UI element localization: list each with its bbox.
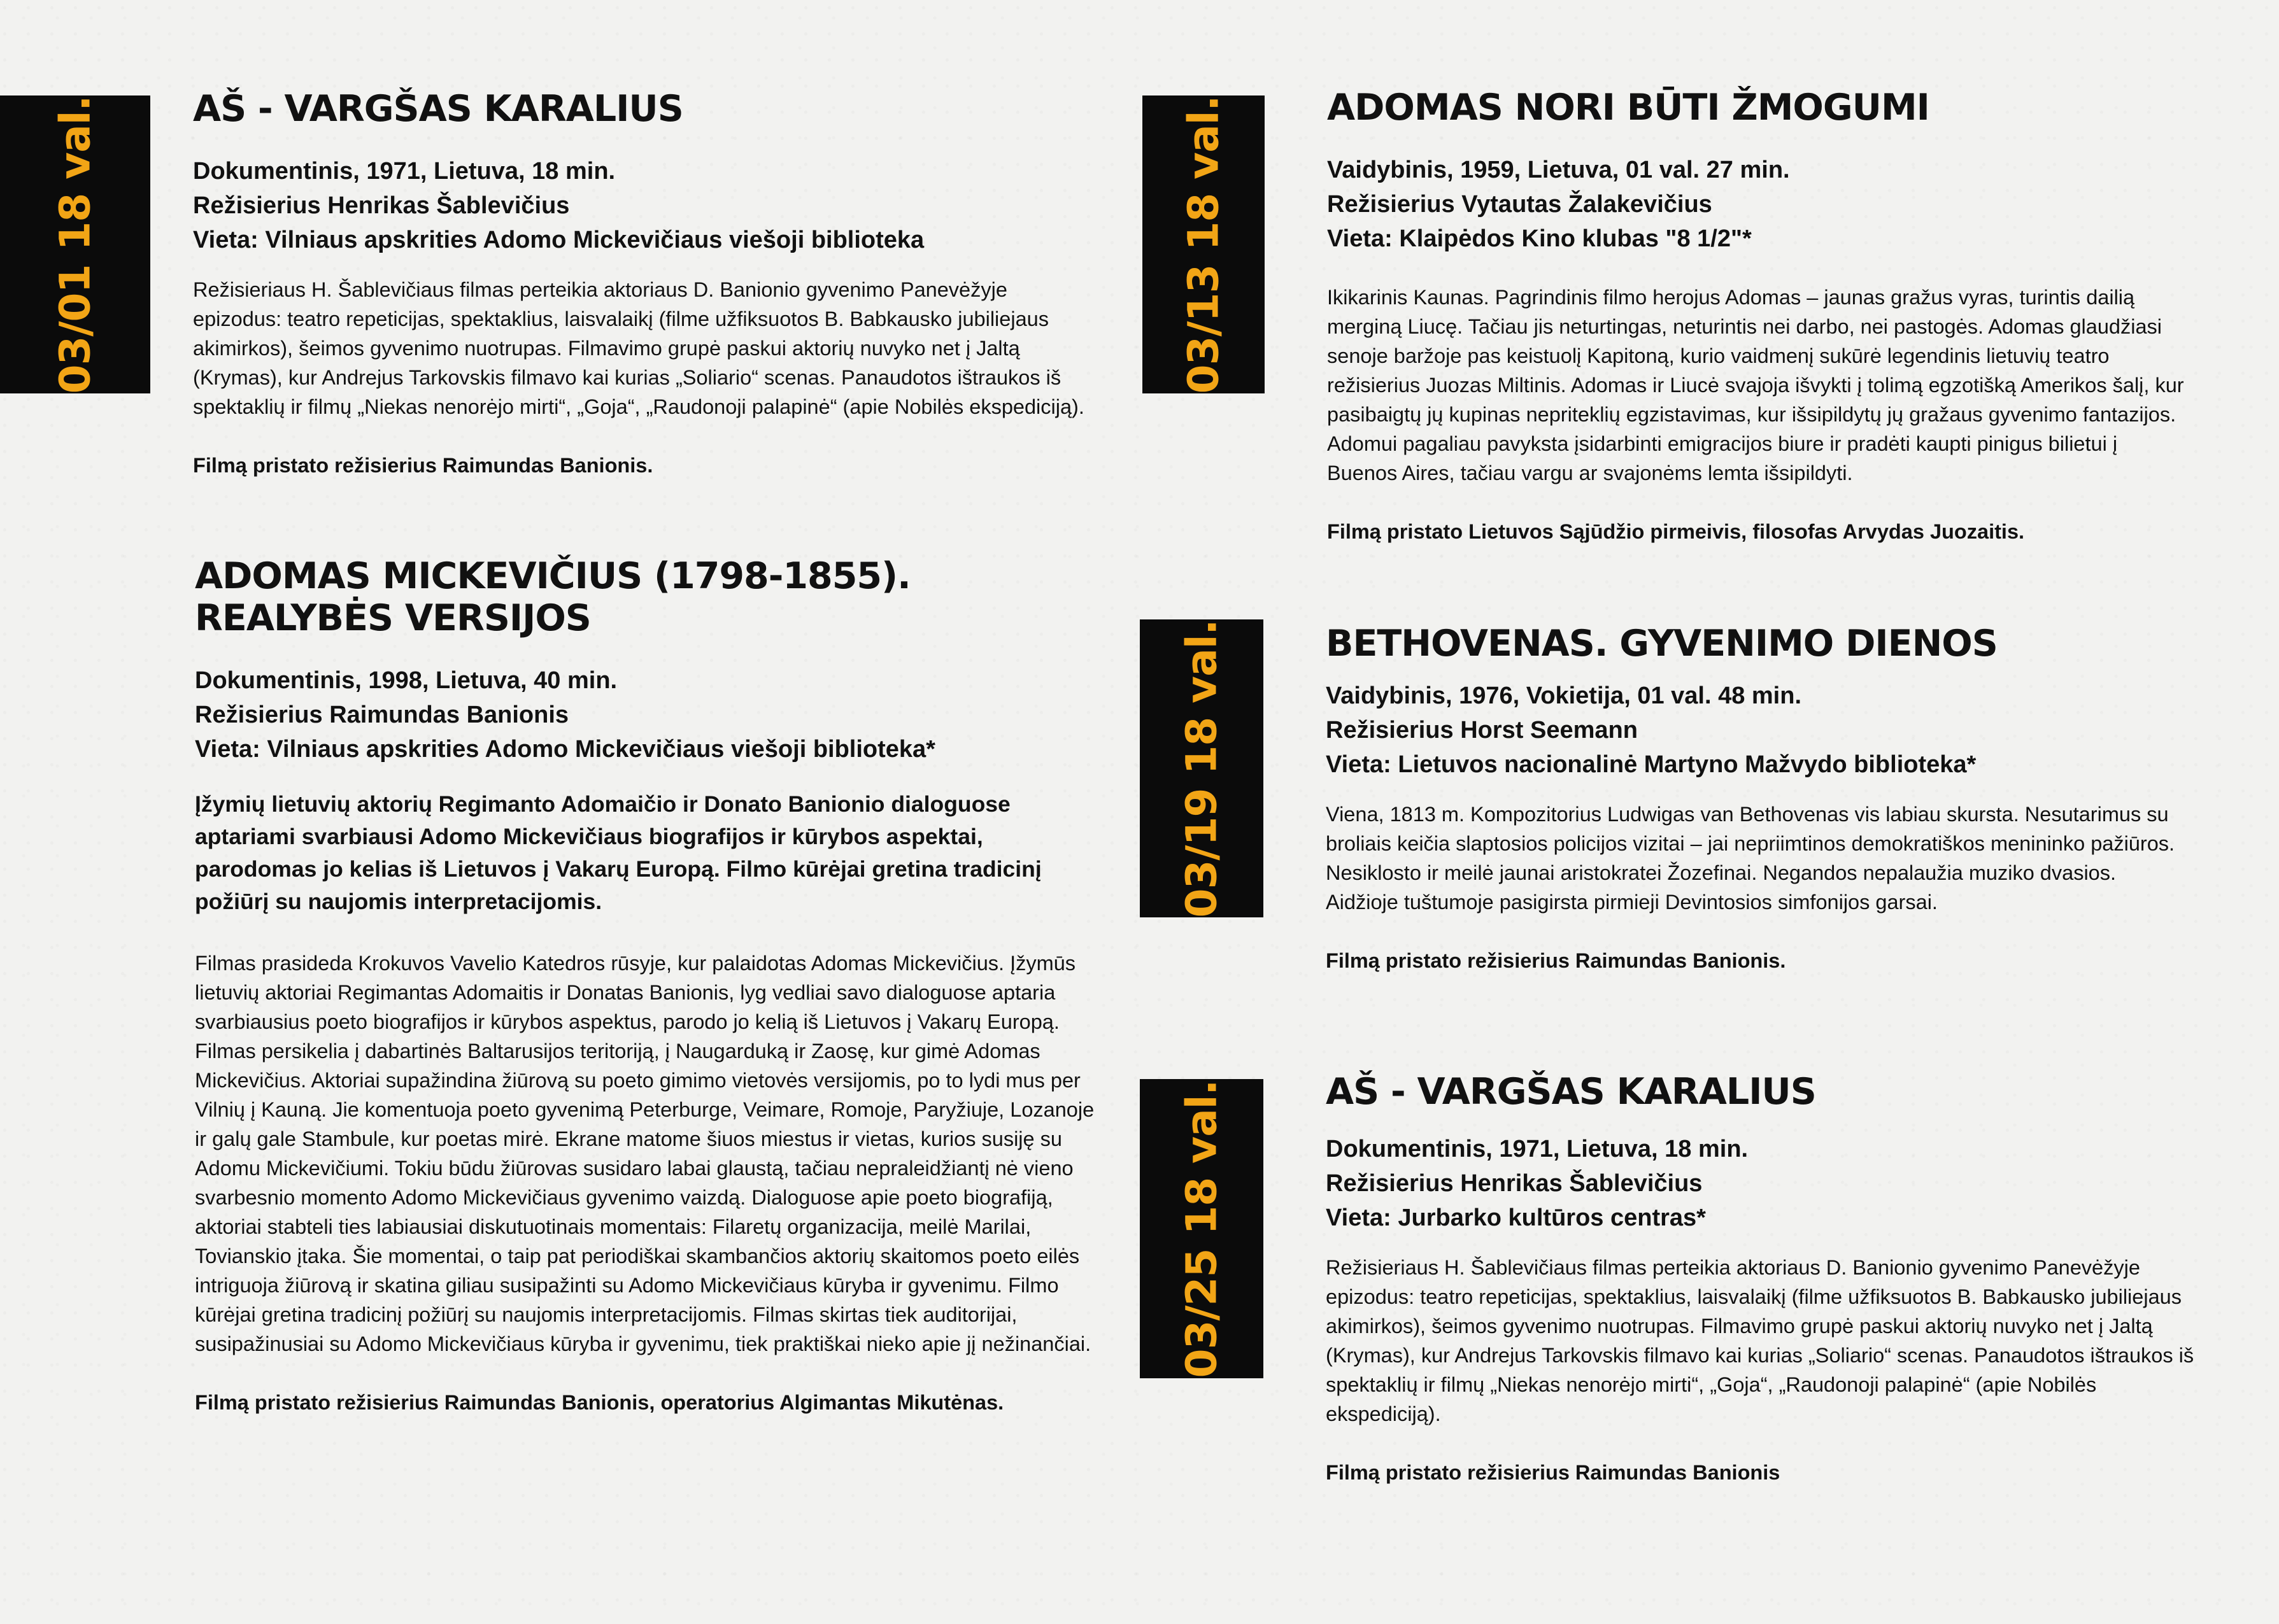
event-title: BETHOVENAS. GYVENIMO DIENOS	[1326, 623, 1998, 665]
event-title: ADOMAS NORI BŪTI ŽMOGUMI	[1327, 87, 1929, 129]
date-tab	[0, 95, 150, 393]
event-presenter: Filmą pristato režisierius Raimundas Banionis, operatorius Algimantas Mikutėnas.	[195, 1391, 1004, 1414]
event-genre: Vaidybinis, 1959, Lietuva, 01 val. 27 min.	[1327, 157, 1790, 183]
event-meta	[1327, 153, 2193, 256]
date-label: 03/13 18 val.	[1179, 95, 1228, 393]
event-venue: Vieta: Vilniaus apskrities Adomo Mickevičiaus viešoji biblioteka	[193, 227, 925, 253]
event-description: Filmas prasideda Krokuvos Vavelio Katedros rūsyje, kur palaidotas Adomas Mickevičius. Įžymūs lietuvių aktoriai Regimantas Adomaitis ir Donatas Banionis, lyg vedliai savo dialoguose aptaria svarbiausius poeto biografijos ir kūrybos aspektus, parodo jo kelią iš Lietuvos į Vakarų Europą. Filmas persikelia į dabartinės Baltarusijos teritoriją, į Naugarduką ir Zaosę, kur gimė Adomas Mickevičius. Aktoriai supažindina žiūrovą su poeto gimimo vietovės versijomis, po to lydi mus per Vilnių į Kauną. Jie komentuoja poeto gyvenimą Peterburge, Veimare, Romoje, Paryžiuje, Lozanoje ir galų gale Stambule, kur poetas mirė. Ekrane matome šiuos miestus ir vietas, kurios susiję su Adomu Mickevičiumi. Tokiu būdu žiūrovas susidaro labai glaustą, tačiau nepraleidžiantį nė vieno svarbesnio momento Adomo Mickevičiaus gyvenimo vaizdą. Dialoguose apie poeto biografiją, aktoriai stabteli ties labiausiai diskutuotinais momentais: Filaretų organizacija, meilė Marilai, Tovianskio įtaka. Šie momentai, o taip pat periodiškai skambančios aktorių skaitomos poeto eilės intriguoja žiūrovą ir skatina giliau susipažinti su Adomo Mickevičiaus kūryba ir gyvenimu. Filmo kūrėjai gretina tradicinį požiūrį su naujomis interpretacijomis. Filmas skirtas tiek auditorijai, susipažinusiai su Adomo Mickevičiaus kūryba ir gyvenimu, tiek praktiškai nieko apie jį nežinančiai.	[195, 952, 1095, 1355]
event-venue: Vieta: Vilniaus apskrities Adomo Mickevičiaus viešoji biblioteka*	[195, 736, 935, 763]
event-presenter: Filmą pristato režisierius Raimundas Banionis	[1326, 1461, 1780, 1484]
event-entry	[1327, 87, 2193, 546]
event-title-line: REALYBĖS VERSIJOS	[195, 597, 591, 639]
event-meta	[1326, 679, 2192, 782]
event-genre: Vaidybinis, 1976, Vokietija, 01 val. 48 min.	[1326, 682, 1802, 709]
event-venue: Vieta: Jurbarko kultūros centras*	[1326, 1204, 1706, 1231]
event-title: AŠ - VARGŠAS KARALIUS	[193, 88, 683, 130]
event-meta	[193, 154, 1097, 257]
event-description: Viena, 1813 m. Kompozitorius Ludwigas van Bethovenas vis labiau skursta. Nesutarimus su broliais keičia slaptosios policijos vizitai – jai nepriimtinos demokratiškos menininko pažiūros. Nesiklosto ir meilė jaunai aristokratei Žozefinai. Negandos nepalaužia muziko dvasios. Aidžioje tuštumoje pasigirsta pirmieji Devintosios simfonijos garsai.	[1326, 803, 2175, 914]
event-title-line: ADOMAS MICKEVIČIUS (1798-1855).	[195, 555, 911, 597]
event-meta	[195, 663, 1099, 766]
event-genre: Dokumentinis, 1998, Lietuva, 40 min.	[195, 667, 618, 694]
event-title: AŠ - VARGŠAS KARALIUS	[1326, 1071, 1816, 1113]
date-tab	[1140, 619, 1263, 917]
event-director: Režisierius Raimundas Banionis	[195, 702, 569, 728]
date-label: 03/25 18 val.	[1177, 1080, 1226, 1378]
date-tab	[1140, 1079, 1263, 1378]
event-description: Ikikarinis Kaunas. Pagrindinis filmo herojus Adomas – jaunas gražus vyras, turintis dailią merginą Liucę. Tačiau jis neturtingas, neturintis nei darbo, nei pastogės. Adomas glaudžiasi senoje baržoje pas keistuolį Kapitoną, kurio vaidmenį sukūrė legendinis lietuvių teatro režisierius Juozas Miltinis. Adomas ir Liucė svajoja išvykti į tolimą egzotišką Amerikos šalį, kur pasibaigtų jų kupinas nepriteklių egzistavimas, kur išsipildytų jų gražaus gyvenimo fantazijos. Adomui pagaliau pavyksta įsidarbinti emigracijos biure ir pradėti kaupti pinigus bilietui į Buenos Aires, tačiau vargu ar svajonėms lemta išsipildyti.	[1327, 286, 2184, 484]
event-genre: Dokumentinis, 1971, Lietuva, 18 min.	[1326, 1136, 1749, 1162]
event-director: Režisierius Horst Seemann	[1326, 717, 1638, 744]
date-label: 03/19 18 val.	[1177, 619, 1226, 917]
event-presenter: Filmą pristato Lietuvos Sąjūdžio pirmeivis, filosofas Arvydas Juozaitis.	[1327, 520, 2025, 543]
event-director: Režisierius Vytautas Žalakevičius	[1327, 191, 1712, 218]
event-meta	[1326, 1132, 2198, 1235]
event-genre: Dokumentinis, 1971, Lietuva, 18 min.	[193, 158, 616, 185]
event-director: Režisierius Henrikas Šablevičius	[193, 192, 570, 219]
event-lead: Įžymių lietuvių aktorių Regimanto Adomaičio ir Donato Banionio dialoguose aptariami svarbiausi Adomo Mickevičiaus biografijos ir kūrybos aspektai, parodomas jo kelias iš Lietuvos į Vakarų Europą. Filmo kūrėjai gretina tradicinį požiūrį su naujomis interpretacijomis.	[195, 791, 1042, 914]
event-presenter: Filmą pristato režisierius Raimundas Banionis.	[193, 454, 653, 477]
event-description: Režisieriaus H. Šablevičiaus filmas perteikia aktoriaus D. Banionio gyvenimo Panevėžyje epizodus: teatro repeticijas, spektaklius, laisvalaikį (filme užfiksuotos B. Babkausko jubiliejaus akimirkos), šeimos gyvenimo nuotrupas. Filmavimo grupė paskui aktorių nuvyko net į Jaltą (Krymas), kur Andrejus Tarkovskis filmavo kai kurias „Soliario“ scenas. Panaudotos ištraukos iš spektaklių ir filmų „Niekas nenorėjo mirti“, „Goja“, „Raudonoji palapinė“ (apie Nobilės ekspediciją).	[193, 278, 1084, 418]
event-presenter: Filmą pristato režisierius Raimundas Banionis.	[1326, 949, 1786, 972]
event-director: Režisierius Henrikas Šablevičius	[1326, 1170, 1703, 1197]
event-title	[195, 555, 1099, 639]
event-entry	[195, 555, 1099, 1417]
event-description: Režisieriaus H. Šablevičiaus filmas perteikia aktoriaus D. Banionio gyvenimo Panevėžyje epizodus: teatro repeticijas, spektaklius, laisvalaikį (filme užfiksuotos B. Babkausko jubiliejaus akimirkos), šeimos gyvenimo nuotrupas. Filmavimo grupė paskui aktorių nuvyko net į Jaltą (Krymas), kur Andrejus Tarkovskis filmavo kai kurias „Soliario“ scenas. Panaudotos ištraukos iš spektaklių ir filmų „Niekas nenorėjo mirti“, „Goja“, „Raudonoji palapinė“ (apie Nobilės ekspediciją).	[1326, 1256, 2194, 1425]
event-venue: Vieta: Klaipėdos Kino klubas "8 1/2"*	[1327, 225, 1752, 252]
date-label: 03/01 18 val.	[50, 95, 100, 393]
event-entry	[193, 88, 1097, 480]
date-tab	[1142, 95, 1265, 393]
event-entry	[1326, 623, 2192, 975]
event-venue: Vieta: Lietuvos nacionalinė Martyno Mažvydo biblioteka*	[1326, 751, 1977, 778]
event-entry	[1326, 1071, 2198, 1487]
